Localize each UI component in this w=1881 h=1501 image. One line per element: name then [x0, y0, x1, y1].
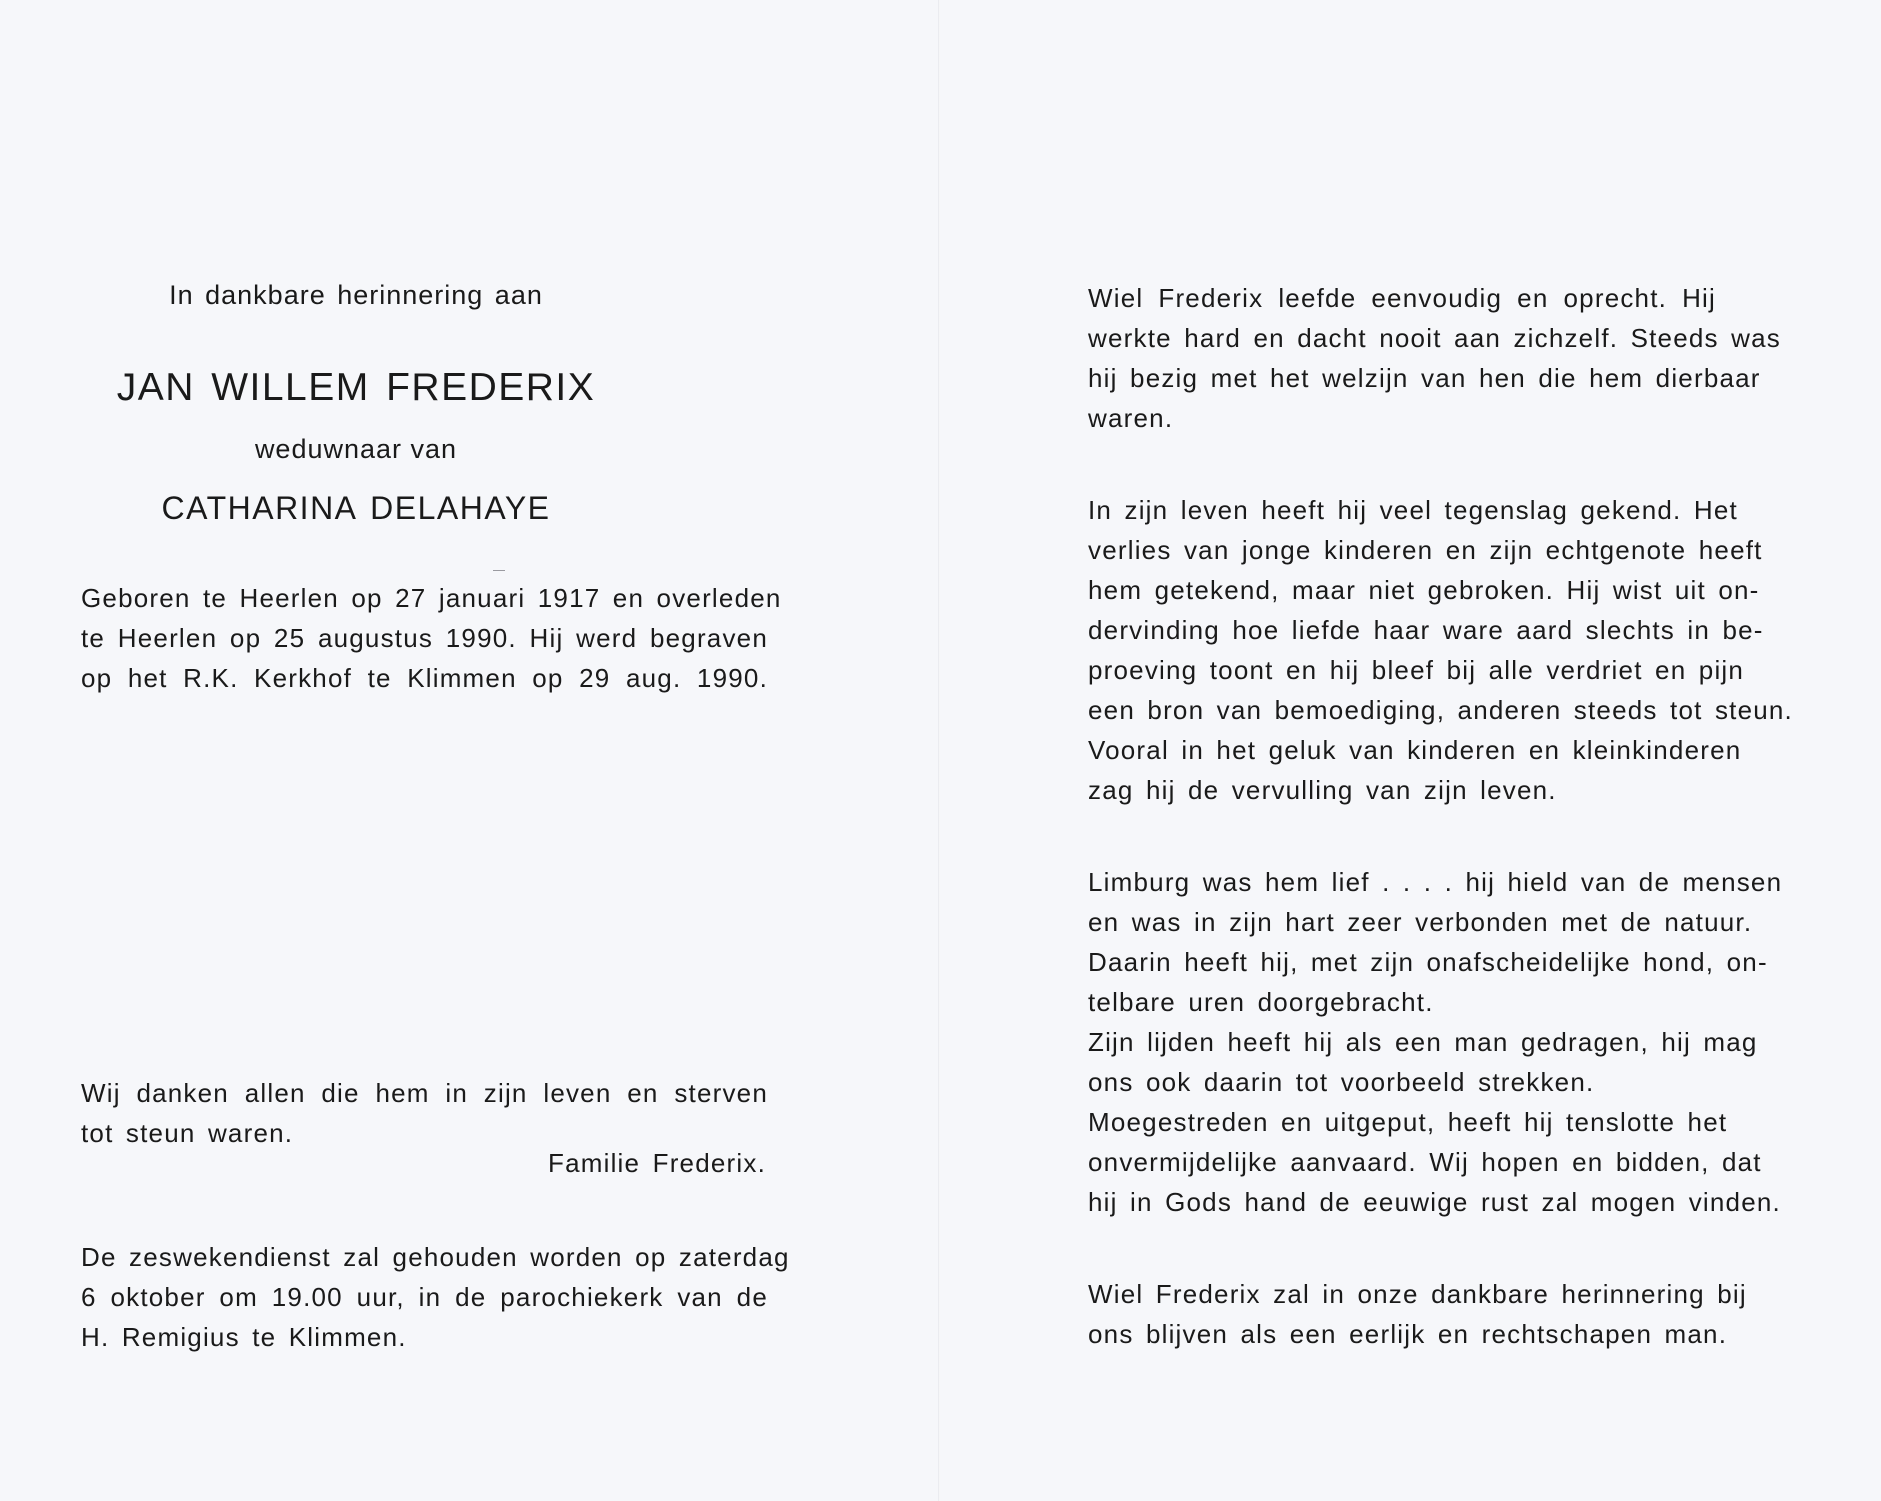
birth-line-2: te Heerlen op 25 augustus 1990. Hij werd begraven: [81, 623, 768, 653]
para2-line-5: proeving toont en hij bleef bij alle verdriet en pijn: [1088, 655, 1745, 685]
intro-text: In dankbare herinnering aan: [169, 280, 543, 310]
relation-text: weduwnaar van: [254, 434, 458, 464]
para2-line-3: hem getekend, maar niet gebroken. Hij wist uit on-: [1088, 575, 1760, 605]
para2-line-4: dervinding hoe liefde haar ware aard slechts in be-: [1088, 615, 1764, 645]
para3-line-7: Moegestreden en uitgeput, heeft hij tenslotte het: [1088, 1107, 1728, 1137]
service-line-2: 6 oktober om 19.00 uur, in de parochiekerk van de: [81, 1282, 768, 1312]
para1-line-1: Wiel Frederix leefde eenvoudig en oprecht. Hij: [1088, 283, 1716, 313]
para1-line-2: werkte hard en dacht nooit aan zichzelf. Steeds was: [1088, 323, 1781, 353]
para2-line-7: Vooral in het geluk van kinderen en kleinkinderen: [1088, 735, 1742, 765]
para2-line-6: een bron van bemoediging, anderen steeds tot steun.: [1088, 695, 1793, 725]
para1-line-3: hij bezig met het welzijn van hen die hem dierbaar: [1088, 363, 1761, 393]
para4-line-2: ons blijven als een eerlijk en rechtschapen man.: [1088, 1319, 1728, 1349]
birth-line-1: Geboren te Heerlen op 27 januari 1917 en overleden: [81, 583, 782, 613]
thanks-line-1: Wij danken allen die hem in zijn leven en sterven: [81, 1078, 768, 1108]
para4-line-1: Wiel Frederix zal in onze dankbare herinnering bij: [1088, 1279, 1747, 1309]
para3-line-6: ons ook daarin tot voorbeeld strekken.: [1088, 1067, 1595, 1097]
para3-line-2: en was in zijn hart zeer verbonden met de natuur.: [1088, 907, 1753, 937]
para2-line-2: verlies van jonge kinderen en zijn echtgenote heeft: [1088, 535, 1763, 565]
para3-line-8: onvermijdelijke aanvaard. Wij hopen en bidden, dat: [1088, 1147, 1762, 1177]
para1-line-4: waren.: [1088, 403, 1174, 433]
family-signature: Familie Frederix.: [548, 1148, 766, 1178]
para3-line-4: telbare uren doorgebracht.: [1088, 987, 1434, 1017]
decorative-dash: [493, 570, 505, 571]
birth-line-3: op het R.K. Kerkhof te Klimmen op 29 aug. 1990.: [81, 663, 768, 693]
para3-line-1: Limburg was hem lief . . . . hij hield van de mensen: [1088, 867, 1783, 897]
left-page: [0, 0, 938, 1501]
para3-line-5: Zijn lijden heeft hij als een man gedragen, hij mag: [1088, 1027, 1758, 1057]
para2-line-1: In zijn leven heeft hij veel tegenslag gekend. Het: [1088, 495, 1738, 525]
deceased-name: JAN WILLEM FREDERIX: [116, 366, 596, 409]
para3-line-3: Daarin heeft hij, met zijn onafscheidelijke hond, on-: [1088, 947, 1768, 977]
service-line-3: H. Remigius te Klimmen.: [81, 1322, 407, 1352]
para2-line-8: zag hij de vervulling van zijn leven.: [1088, 775, 1557, 805]
para3-line-9: hij in Gods hand de eeuwige rust zal mogen vinden.: [1088, 1187, 1781, 1217]
thanks-line-2: tot steun waren.: [81, 1118, 294, 1148]
right-page: [940, 0, 1881, 1501]
service-line-1: De zeswekendienst zal gehouden worden op zaterdag: [81, 1242, 790, 1272]
spouse-name: CATHARINA DELAHAYE: [161, 490, 551, 526]
